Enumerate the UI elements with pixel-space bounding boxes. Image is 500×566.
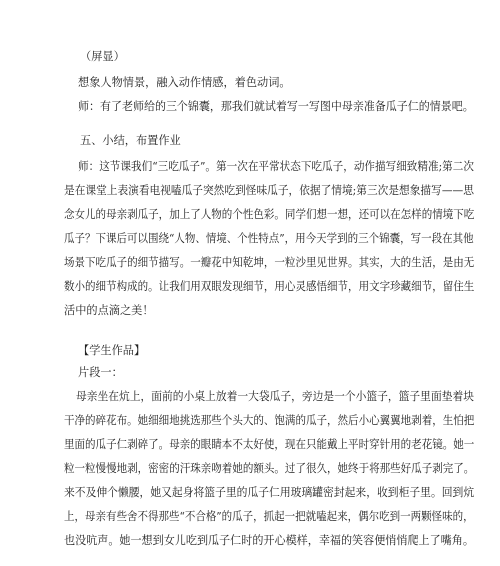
fragment-one-label: 片段一： — [78, 366, 123, 379]
section-heading-summary: 五、小结，布置作业 — [80, 134, 181, 147]
paragraph-line: 数小的细节构成的。让我们用双眼发现细节，用心灵感悟细节，用文字珍藏细节，留住生 — [64, 280, 475, 293]
paragraph-line: 是在课堂上表演看电视嗑瓜子突然吃到怪味瓜子，依据了情境;第三次是想象描写——思 — [64, 184, 474, 197]
screen-display-label: （屏显） — [80, 50, 125, 63]
paragraph-line: 母亲坐在炕上，面前的小桌上放着一大袋瓜子，旁边是一个小篮子，篮子里面垫着块 — [76, 390, 474, 403]
paragraph-line: 念女儿的母亲剥瓜子，加上了人物的个性色彩。同学们想一想，还可以在怎样的情境下吃 — [64, 208, 475, 221]
paragraph-line: 活中的点滴之美！ — [64, 304, 154, 317]
paragraph-line: 干净的碎花布。她细细地挑选那些个头大的、饱满的瓜子，然后小心翼翼地剥着，生怕把 — [64, 414, 475, 427]
paragraph-line: 也没吭声。她一想到女儿吃到瓜子仁时的开心模样，幸福的笑容便悄悄爬上了嘴角。 — [64, 534, 474, 547]
paragraph-line: 上，母亲有些舍不得那些“不合格”的瓜子，抓起一把就嗑起来，偶尔吃到一两颗怪味的， — [64, 510, 474, 523]
teacher-instruction: 师：有了老师给的三个锦囊，那我们就试着写一写图中母亲准备瓜子仁的情景吧。 — [78, 100, 474, 113]
paragraph-line: 来不及伸个懒腰，她又起身将篮子里的瓜子仁用玻璃罐密封起来，收到柜子里。回到炕 — [64, 486, 475, 499]
paragraph-line: 场景下吃瓜子的细节描写。一瓣花中知乾坤，一粒沙里见世界。其实，大的生活，是由无 — [64, 256, 475, 269]
student-works-heading: 【学生作品】 — [78, 344, 146, 357]
paragraph-line: 粒一粒慢慢地剥，密密的汗珠亲吻着她的额头。过了很久，她终于将那些好瓜子剥完了。 — [64, 462, 475, 475]
paragraph-line: 师：这节课我们“三吃瓜子”。第一次在平常状态下吃瓜子，动作描写细致精准;第二次 — [78, 160, 474, 173]
display-text: 想象人物情景，融入动作情感，着色动词。 — [78, 76, 291, 89]
paragraph-line: 瓜子？下课后可以围绕“人物、情境、个性特点”，用今天学到的三个锦囊，写一段在其他 — [64, 232, 474, 245]
paragraph-line: 里面的瓜子仁剥碎了。母亲的眼睛本不太好使，现在只能戴上平时穿针用的老花镜。她一 — [64, 438, 475, 451]
